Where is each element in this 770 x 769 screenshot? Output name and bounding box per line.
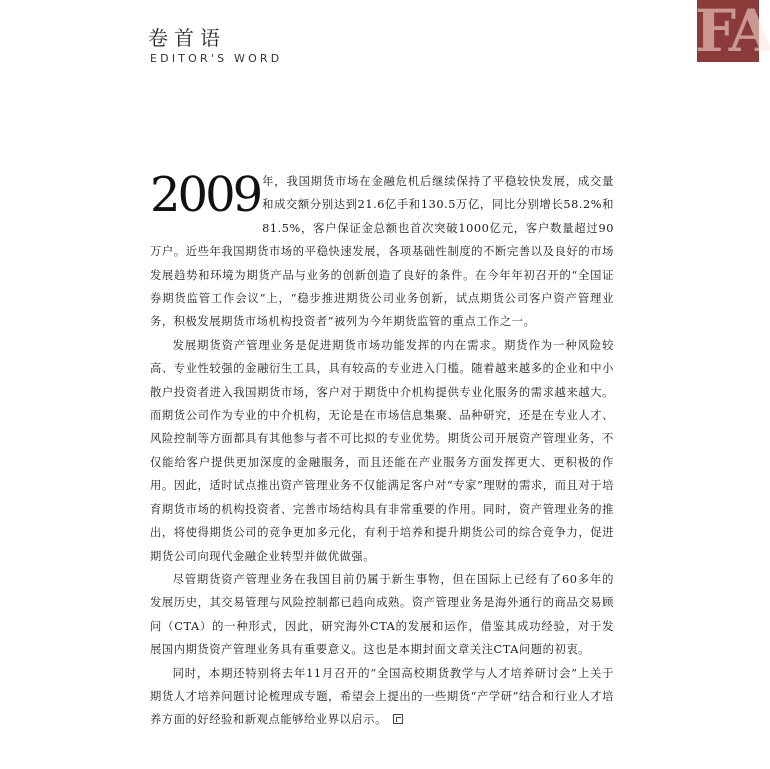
dropcap-year: 2009: [150, 167, 261, 223]
paragraph-1-text: 年，我国期货市场在金融危机后继续保持了平稳较快发展，成交量和成交额分别达到21.6亿手和130.5万亿，同比分别增长58.2%和81.5%，客户保证金总额也首次突破1000亿元，客户数量超过90万户。近些年我国期货市场的平稳快速发展，各项基础性制度的不断完善以及良好的市场发展趋势和环境为期货产品与业务的创新创造了良好的条件。在今年年初召开的“全国证券期货监管工作会议”上，“稳步推进期货公司业务创新，试点期货公司客户资产管理业务，积极发展期货市场机构投资者”被列为今年期货监管的重点工作之一。: [150, 175, 614, 329]
paragraph-4-text: 同时，本期还特别将去年11月召开的“全国高校期货教学与人才培养研讨会”上关于期货人才培养问题讨论梳理成专题，希望会上提出的一些期货“产学研”结合和行业人才培养方面的好经验和新观点能够给业界以启示。: [150, 666, 614, 727]
page-subtitle: EDITOR'S WORD: [150, 52, 283, 65]
editorial-article: [150, 167, 614, 732]
article-paragraph-3: 尽管期货资产管理业务在我国目前仍属于新生事物，但在国际上已经有了60多年的发展历史，其交易管理与风险控制都已趋向成熟。资产管理业务是海外通行的商品交易顾问（CTA）的一种形式，因此，研究海外CTA的发展和运作，借鉴其成功经验，对于发展国内期货资产管理业务具有重要意义。这也是本期封面文章关注CTA问题的初衷。: [150, 572, 614, 657]
page-title: 卷首语: [148, 26, 226, 50]
article-paragraph-1: [150, 167, 614, 334]
logo-text: FA: [695, 0, 770, 65]
article-paragraph-2: 发展期货资产管理业务是促进期货市场功能发挥的内在需求。期货作为一种风险较高、专业性较强的金融衍生工具，具有较高的专业进入门槛。随着越来越多的企业和中小散户投资者进入我国期货市场，客户对于期货中介机构提供专业化服务的需求越来越大。而期货公司作为专业的中介机构，无论是在市场信息集聚、品种研究，还是在专业人才、风险控制等方面都具有其他参与者不可比拟的专业优势。期货公司开展资产管理业务，不仅能给客户提供更加深度的金融服务，而且还能在产业服务方面发挥更大、更积极的作用。因此，适时试点推出资产管理业务不仅能满足客户对“专家”理财的需求，而且对于培育期货市场的机构投资者、完善市场结构具有非常重要的作用。同时，资产管理业务的推出，将使得期货公司的竞争更加多元化，有利于培养和提升期货公司的综合竞争力，促进期货公司向现代金融企业转型并做优做强。: [150, 338, 614, 563]
article-paragraph-4: [150, 662, 614, 732]
magazine-logo: [695, 0, 770, 65]
end-of-article-icon: [393, 714, 403, 724]
